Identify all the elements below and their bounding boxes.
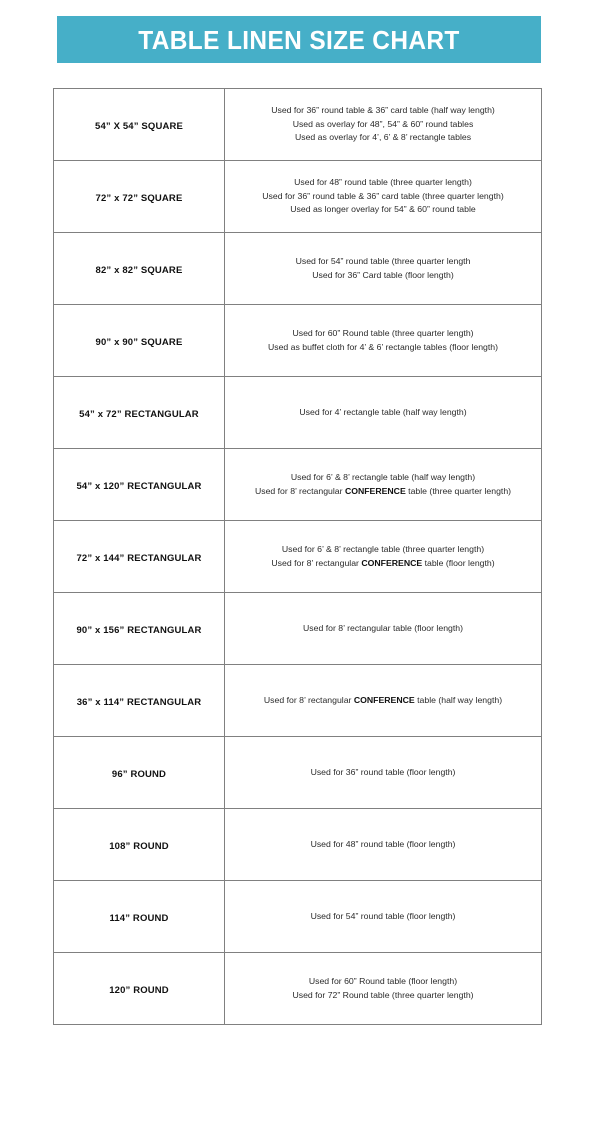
table-row — [54, 305, 542, 377]
description-block — [229, 176, 537, 216]
size-cell — [54, 449, 225, 521]
description-line: Used for 36” round table & 36” card table (half way length) — [271, 105, 495, 116]
description-line: Used as overlay for 4’, 6’ & 8’ rectangle tables — [294, 132, 472, 143]
description-block — [229, 766, 537, 779]
description-text: table (half way length) — [414, 694, 503, 705]
description-block — [229, 694, 537, 707]
size-cell — [54, 161, 225, 233]
size-chart-body — [54, 89, 542, 1025]
size-chart-table — [53, 88, 542, 1025]
table-row — [54, 809, 542, 881]
table-row — [54, 521, 542, 593]
table-row — [54, 953, 542, 1025]
size-cell — [54, 89, 225, 161]
description-cell — [225, 521, 542, 593]
size-cell — [54, 881, 225, 953]
description-cell — [225, 593, 542, 665]
description-text: table (floor length) — [422, 557, 495, 568]
size-cell — [54, 593, 225, 665]
size-label: 90” x 90” SQUARE — [95, 336, 183, 348]
size-label: 54” x 72” RECTANGULAR — [79, 408, 199, 420]
description-line: Used for 36” round table & 36” card table (three quarter length) — [262, 190, 504, 201]
size-cell — [54, 233, 225, 305]
description-block — [229, 406, 537, 419]
description-block — [229, 104, 537, 144]
size-cell — [54, 665, 225, 737]
description-line — [229, 557, 537, 570]
description-cell — [225, 809, 542, 881]
description-line — [229, 694, 537, 707]
description-cell — [225, 305, 542, 377]
description-line: Used for 54” round table (floor length) — [310, 910, 456, 921]
table-row — [54, 881, 542, 953]
description-cell — [225, 665, 542, 737]
description-text: Used for 8’ rectangular — [271, 557, 362, 568]
description-line: Used for 36” Card table (floor length) — [312, 269, 454, 280]
description-line: Used for 6’ & 8’ rectangle table (half way length) — [290, 472, 476, 483]
size-cell — [54, 521, 225, 593]
description-line: Used for 60” Round table (floor length) — [308, 976, 458, 987]
description-cell — [225, 233, 542, 305]
description-block — [229, 838, 537, 851]
table-row — [54, 449, 542, 521]
conference-emphasis: CONFERENCE — [344, 485, 406, 496]
size-cell — [54, 737, 225, 809]
size-label: 114” ROUND — [109, 912, 169, 924]
description-block — [229, 327, 537, 354]
description-text: Used for 8’ rectangular — [254, 485, 345, 496]
table-row — [54, 737, 542, 809]
description-cell — [225, 161, 542, 233]
description-line: Used for 60” Round table (three quarter length) — [292, 328, 474, 339]
description-line: Used for 6’ & 8’ rectangle table (three quarter length) — [281, 544, 485, 555]
table-row — [54, 161, 542, 233]
size-label: 82” x 82” SQUARE — [95, 264, 183, 276]
table-row — [54, 377, 542, 449]
size-cell — [54, 305, 225, 377]
description-line: Used for 36” round table (floor length) — [310, 766, 456, 777]
size-label: 96” ROUND — [111, 768, 167, 780]
size-label: 54” x 120” RECTANGULAR — [76, 480, 202, 492]
size-label: 36” x 114” RECTANGULAR — [76, 696, 202, 708]
description-block — [229, 910, 537, 923]
table-row — [54, 665, 542, 737]
description-cell — [225, 449, 542, 521]
description-block — [229, 255, 537, 282]
conference-emphasis: CONFERENCE — [353, 694, 415, 705]
description-line: Used for 8’ rectangular table (floor length) — [303, 622, 463, 633]
description-block — [229, 622, 537, 635]
size-cell — [54, 809, 225, 881]
size-label: 72” x 144” RECTANGULAR — [76, 552, 202, 564]
description-line: Used for 48” round table (three quarter length) — [294, 177, 472, 188]
size-label: 120” ROUND — [109, 984, 169, 996]
description-cell — [225, 377, 542, 449]
description-line: Used as overlay for 48”, 54” & 60” round tables — [292, 118, 474, 129]
description-cell — [225, 89, 542, 161]
conference-emphasis: CONFERENCE — [361, 557, 423, 568]
page-title: TABLE LINEN SIZE CHART — [138, 24, 460, 55]
description-block — [229, 543, 537, 570]
size-label: 90” x 156” RECTANGULAR — [76, 624, 202, 636]
table-row — [54, 89, 542, 161]
description-cell — [225, 737, 542, 809]
description-line: Used as buffet cloth for 4’ & 6’ rectangle tables (floor length) — [267, 341, 499, 352]
description-cell — [225, 881, 542, 953]
description-line: Used as longer overlay for 54” & 60” round table — [290, 204, 476, 215]
chart-title-band — [57, 16, 541, 63]
description-text: table (three quarter length) — [405, 485, 512, 496]
description-cell — [225, 953, 542, 1025]
size-cell — [54, 377, 225, 449]
description-line: Used for 72” Round table (three quarter length) — [292, 989, 474, 1000]
size-cell — [54, 953, 225, 1025]
description-line — [229, 485, 537, 498]
table-row — [54, 233, 542, 305]
size-label: 72” x 72” SQUARE — [95, 192, 183, 204]
description-text: Used for 8’ rectangular — [263, 694, 354, 705]
description-line: Used for 4’ rectangle table (half way length) — [299, 406, 467, 417]
size-label: 54” X 54” SQUARE — [95, 120, 183, 132]
description-line: Used for 48” round table (floor length) — [310, 838, 456, 849]
size-label: 108” ROUND — [109, 840, 169, 852]
description-block — [229, 471, 537, 498]
table-row — [54, 593, 542, 665]
description-line: Used for 54” round table (three quarter length — [295, 256, 471, 267]
description-block — [229, 975, 537, 1002]
